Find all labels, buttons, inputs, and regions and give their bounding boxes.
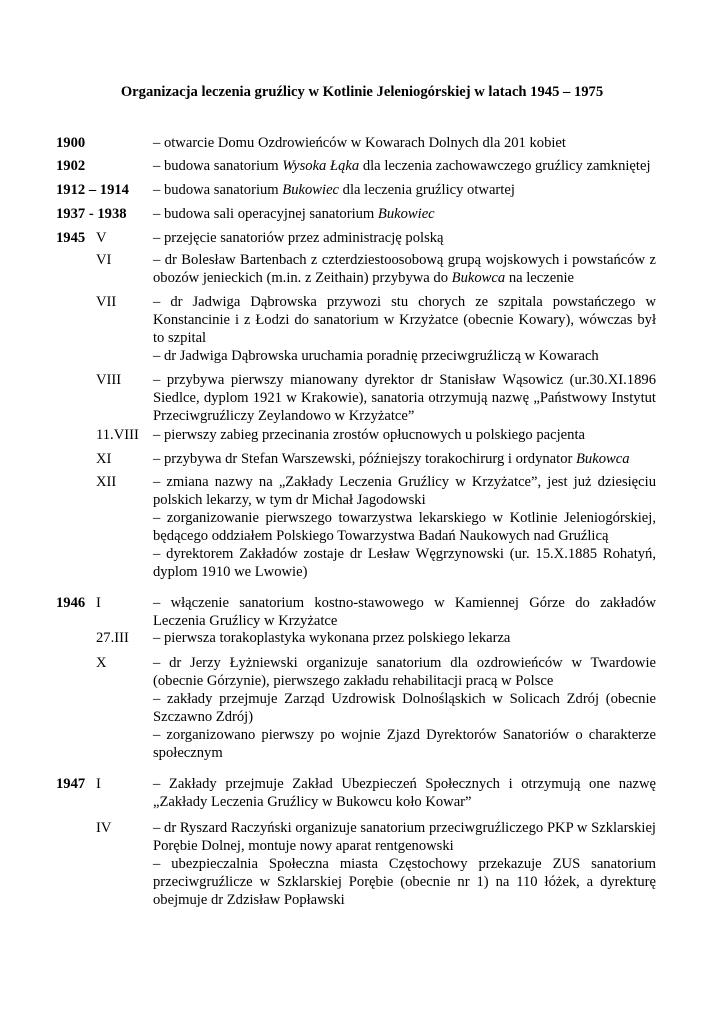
entry-text xyxy=(153,819,656,909)
entry-paragraph xyxy=(153,134,656,152)
entry-month: VII xyxy=(96,294,117,310)
entry-paragraph xyxy=(153,157,656,175)
text-segment: – pierwszy zabieg przecinania zrostów opłucnowych u polskiego pacjenta xyxy=(153,427,585,443)
entry-text xyxy=(153,157,656,175)
entry-month: XI xyxy=(96,451,112,467)
entry-paragraph xyxy=(153,205,656,223)
entry-paragraph xyxy=(153,654,656,690)
entry-month: V xyxy=(96,230,107,246)
entry-text xyxy=(153,293,656,365)
entry-paragraph xyxy=(153,855,656,909)
text-segment: – przybywa pierwszy mianowany dyrektor dr Stanisław Wąsowicz (ur.30.XI.1896 Siedlce, dyplom 1921 w Krakowie), sanatoria otrzymują nazwę „Państwowy Instytut Przeciwgruźliczy Zeylandowo w Krzyżatce” xyxy=(153,372,656,424)
text-segment: – pierwsza torakoplastyka wykonana przez polskiego lekarza xyxy=(153,630,511,646)
document-title: Organizacja leczenia gruźlicy w Kotlinie Jeleniogórskiej w latach 1945 – 1975 xyxy=(120,84,604,100)
entry-year: 1937 - 1938 xyxy=(56,206,127,222)
entry-paragraph xyxy=(153,229,656,247)
entry-paragraph xyxy=(153,545,656,581)
entry-month: VIII xyxy=(96,372,122,388)
entry-year: 1947 xyxy=(56,776,86,792)
entry-paragraph xyxy=(153,251,656,287)
entry-paragraph xyxy=(153,594,656,630)
entry-paragraph xyxy=(153,775,656,811)
italic-name: Bukowca xyxy=(576,451,630,467)
text-segment: na leczenie xyxy=(505,270,575,286)
text-segment: – dr Jadwiga Dąbrowska przywozi stu chorych ze szpitala powstańczego w Konstancinie i z Łodzi do sanatorium w Krzyżatce (obecnie Kowary), wówczas był to szpital xyxy=(153,294,656,346)
text-segment: – zorganizowano pierwszy po wojnie Zjazd Dyrektorów Sanatoriów o charakterze społecznym xyxy=(153,727,656,761)
entry-text xyxy=(153,134,656,152)
entry-paragraph xyxy=(153,726,656,762)
entry-text xyxy=(153,775,656,811)
italic-name: Bukowiec xyxy=(282,182,340,198)
entry-month: I xyxy=(96,776,101,792)
entry-month: XII xyxy=(96,474,117,490)
text-segment: – zorganizowanie pierwszego towarzystwa lekarskiego w Kotlinie Jeleniogórskiej, będącego oddziałem Polskiego Towarzystwa Badań Naukowych nad Gruźlicą xyxy=(153,510,656,544)
entry-paragraph xyxy=(153,629,656,647)
text-segment: – dr Jadwiga Dąbrowska uruchamia poradnię przeciwgruźliczą w Kowarach xyxy=(153,348,599,364)
entry-text xyxy=(153,181,656,199)
entry-text xyxy=(153,229,656,247)
entry-paragraph xyxy=(153,293,656,347)
entry-paragraph xyxy=(153,347,656,365)
entry-text xyxy=(153,654,656,762)
entry-year: 1946 xyxy=(56,595,86,611)
entry-text xyxy=(153,251,656,287)
text-segment: – dr Bolesław Bartenbach z czterdziestoosobową grupą wojskowych i powstańców z obozów jenieckich (m.in. z Zeithain) przybywa do xyxy=(153,252,656,286)
entry-year: 1945 xyxy=(56,230,86,246)
entry-paragraph xyxy=(153,690,656,726)
entry-year: 1902 xyxy=(56,158,86,174)
entry-month: VI xyxy=(96,252,112,268)
entry-paragraph xyxy=(153,473,656,509)
text-segment: – otwarcie Domu Ozdrowieńców w Kowarach Dolnych dla 201 kobiet xyxy=(153,135,566,151)
entry-month: IV xyxy=(96,820,112,836)
entry-text xyxy=(153,205,656,223)
text-segment: – przybywa dr Stefan Warszewski, późniejszy torakochirurg i ordynator xyxy=(153,451,577,467)
entry-month: 27.III xyxy=(96,630,129,646)
text-segment: – zmiana nazwy na „Zakłady Leczenia Gruźlicy w Krzyżatce”, jest już dziesięciu polskich lekarzy, w tym dr Michał Jagodowski xyxy=(153,474,656,508)
entry-paragraph xyxy=(153,426,656,444)
entry-paragraph xyxy=(153,181,656,199)
text-segment: – włączenie sanatorium kostno-stawowego w Kamiennej Górze do zakładów Leczenia Gruźlicy w Krzyżatce xyxy=(153,595,656,629)
entry-month: I xyxy=(96,595,101,611)
entry-month: 11.VIII xyxy=(96,427,139,443)
entry-text xyxy=(153,426,656,444)
entry-paragraph xyxy=(153,509,656,545)
text-segment: – przejęcie sanatoriów przez administrację polską xyxy=(153,230,444,246)
text-segment: – ubezpieczalnia Społeczna miasta Częstochowy przekazuje ZUS sanatorium przeciwgruźlicze w Szklarskiej Porębie (obecnie nr 1) na 110 łóżek, a dyrekturę obejmuje dr Zdzisław Popławski xyxy=(153,856,656,908)
entry-text xyxy=(153,473,656,581)
entry-paragraph xyxy=(153,371,656,425)
text-segment: – dyrektorem Zakładów zostaje dr Lesław Węgrzynowski (ur. 15.X.1885 Rohatyń, dyplom 1910 we Lwowie) xyxy=(153,546,656,580)
entry-text xyxy=(153,450,656,468)
text-segment: dla leczenia zachowawczego gruźlicy zamkniętej xyxy=(359,158,651,174)
text-segment: – budowa sanatorium xyxy=(153,158,283,174)
text-segment: – budowa sali operacyjnej sanatorium xyxy=(153,206,378,222)
text-segment: – dr Ryszard Raczyński organizuje sanatorium przeciwgruźliczego PKP w Szklarskiej Porębie Dolnej, montuje nowy aparat rentgenowski xyxy=(153,820,656,854)
italic-name: Wysoka Łąka xyxy=(282,158,360,174)
text-segment: – zakłady przejmuje Zarząd Uzdrowisk Dolnośląskich w Solicach Zdrój (obecnie Szczawno Zdrój) xyxy=(153,691,656,725)
text-segment: dla leczenia gruźlicy otwartej xyxy=(339,182,515,198)
text-segment: – Zakłady przejmuje Zakład Ubezpieczeń Społecznych i otrzymują one nazwę „Zakłady Leczenia Gruźlicy w Bukowcu koło Kowar” xyxy=(153,776,656,810)
entry-text xyxy=(153,594,656,630)
text-segment: – dr Jerzy Łyżniewski organizuje sanatorium dla ozdrowieńców w Twardowie (obecnie Górzynie), pierwszego zakładu rehabilitacji pracą w Polsce xyxy=(153,655,656,689)
italic-name: Bukowca xyxy=(451,270,506,286)
entry-month: X xyxy=(96,655,107,671)
entry-paragraph xyxy=(153,450,656,468)
entry-text xyxy=(153,629,656,647)
text-segment: – budowa sanatorium xyxy=(153,182,283,198)
entry-text xyxy=(153,371,656,425)
italic-name: Bukowiec xyxy=(377,206,435,222)
entry-paragraph xyxy=(153,819,656,855)
entry-year: 1912 – 1914 xyxy=(56,182,129,198)
entry-year: 1900 xyxy=(56,135,86,151)
